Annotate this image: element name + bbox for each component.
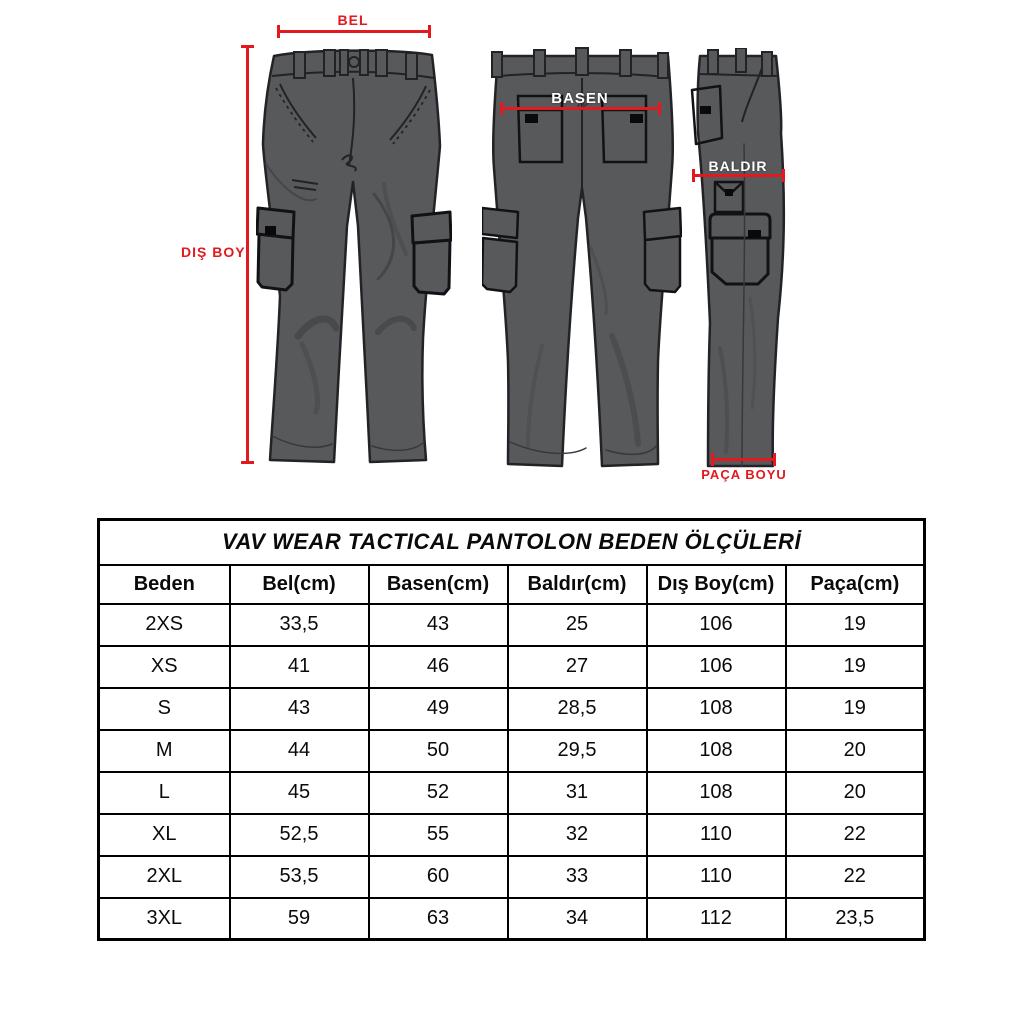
front-left-cargo-pocket <box>257 208 294 290</box>
table-cell: 110 <box>647 814 786 856</box>
paca-boyu-dimension-line <box>711 458 776 461</box>
table-cell: S <box>99 688 230 730</box>
side-belt-loops <box>708 48 772 76</box>
table-cell: 112 <box>647 898 786 940</box>
column-header: Dış Boy(cm) <box>647 565 786 604</box>
table-cell: 31 <box>508 772 647 814</box>
front-right-cargo-pocket <box>412 212 451 294</box>
table-cell: 44 <box>230 730 369 772</box>
table-cell: 46 <box>369 646 508 688</box>
table-title-row <box>99 520 925 565</box>
table-cell: 22 <box>786 814 925 856</box>
table-cell: 45 <box>230 772 369 814</box>
dis-boy-dimension-line <box>246 45 249 464</box>
table-cell: 28,5 <box>508 688 647 730</box>
pants-front-illustration <box>256 44 452 468</box>
table-row <box>99 898 925 940</box>
table-cell: 22 <box>786 856 925 898</box>
table-cell: 32 <box>508 814 647 856</box>
table-cell: 106 <box>647 646 786 688</box>
table-row <box>99 688 925 730</box>
table-cell: 106 <box>647 604 786 646</box>
table-header-row <box>99 565 925 604</box>
table-cell: 3XL <box>99 898 230 940</box>
column-header: Paça(cm) <box>786 565 925 604</box>
table-cell: 29,5 <box>508 730 647 772</box>
bel-dimension-line <box>277 30 431 33</box>
table-cell: 33,5 <box>230 604 369 646</box>
table-cell: 19 <box>786 604 925 646</box>
table-cell: 33 <box>508 856 647 898</box>
table-cell: 19 <box>786 688 925 730</box>
size-table <box>97 518 926 941</box>
table-cell: 63 <box>369 898 508 940</box>
table-title: VAV WEAR TACTICAL PANTOLON BEDEN ÖLÇÜLERİ <box>99 520 925 565</box>
column-header: Beden <box>99 565 230 604</box>
table-cell: 108 <box>647 688 786 730</box>
back-left-cargo-pocket <box>482 208 518 292</box>
table-cell: XS <box>99 646 230 688</box>
table-cell: 53,5 <box>230 856 369 898</box>
table-cell: 20 <box>786 772 925 814</box>
table-cell: 34 <box>508 898 647 940</box>
table-cell: 108 <box>647 730 786 772</box>
basen-label: BASEN <box>551 90 609 107</box>
side-cargo-pocket <box>710 214 770 284</box>
table-cell: 60 <box>369 856 508 898</box>
table-cell: 25 <box>508 604 647 646</box>
table-row <box>99 772 925 814</box>
basen-dimension-line <box>500 107 661 110</box>
paca-boyu-label: PAÇA BOYU <box>701 467 787 482</box>
table-cell: 52 <box>369 772 508 814</box>
table-cell: L <box>99 772 230 814</box>
pants-side-illustration <box>676 48 796 472</box>
table-cell: 49 <box>369 688 508 730</box>
table-row <box>99 604 925 646</box>
table-row <box>99 856 925 898</box>
table-body <box>99 604 925 940</box>
table-cell: 59 <box>230 898 369 940</box>
table-cell: M <box>99 730 230 772</box>
table-cell: 2XL <box>99 856 230 898</box>
baldir-label: BALDIR <box>708 158 768 174</box>
table-cell: 41 <box>230 646 369 688</box>
table-cell: 2XS <box>99 604 230 646</box>
column-header: Bel(cm) <box>230 565 369 604</box>
table-cell: 20 <box>786 730 925 772</box>
table-cell: 43 <box>369 604 508 646</box>
bel-label: BEL <box>337 12 369 28</box>
table-cell: 110 <box>647 856 786 898</box>
table-cell: 52,5 <box>230 814 369 856</box>
baldir-dimension-line <box>692 174 785 177</box>
table-cell: 50 <box>369 730 508 772</box>
column-header: Baldır(cm) <box>508 565 647 604</box>
table-cell: 108 <box>647 772 786 814</box>
table-cell: 55 <box>369 814 508 856</box>
dis-boy-label: DIŞ BOY <box>181 244 246 260</box>
table-cell: XL <box>99 814 230 856</box>
table-cell: 23,5 <box>786 898 925 940</box>
table-row <box>99 814 925 856</box>
table-row <box>99 646 925 688</box>
table-cell: 27 <box>508 646 647 688</box>
table-cell: 19 <box>786 646 925 688</box>
table-row <box>99 730 925 772</box>
column-header: Basen(cm) <box>369 565 508 604</box>
table-cell: 43 <box>230 688 369 730</box>
